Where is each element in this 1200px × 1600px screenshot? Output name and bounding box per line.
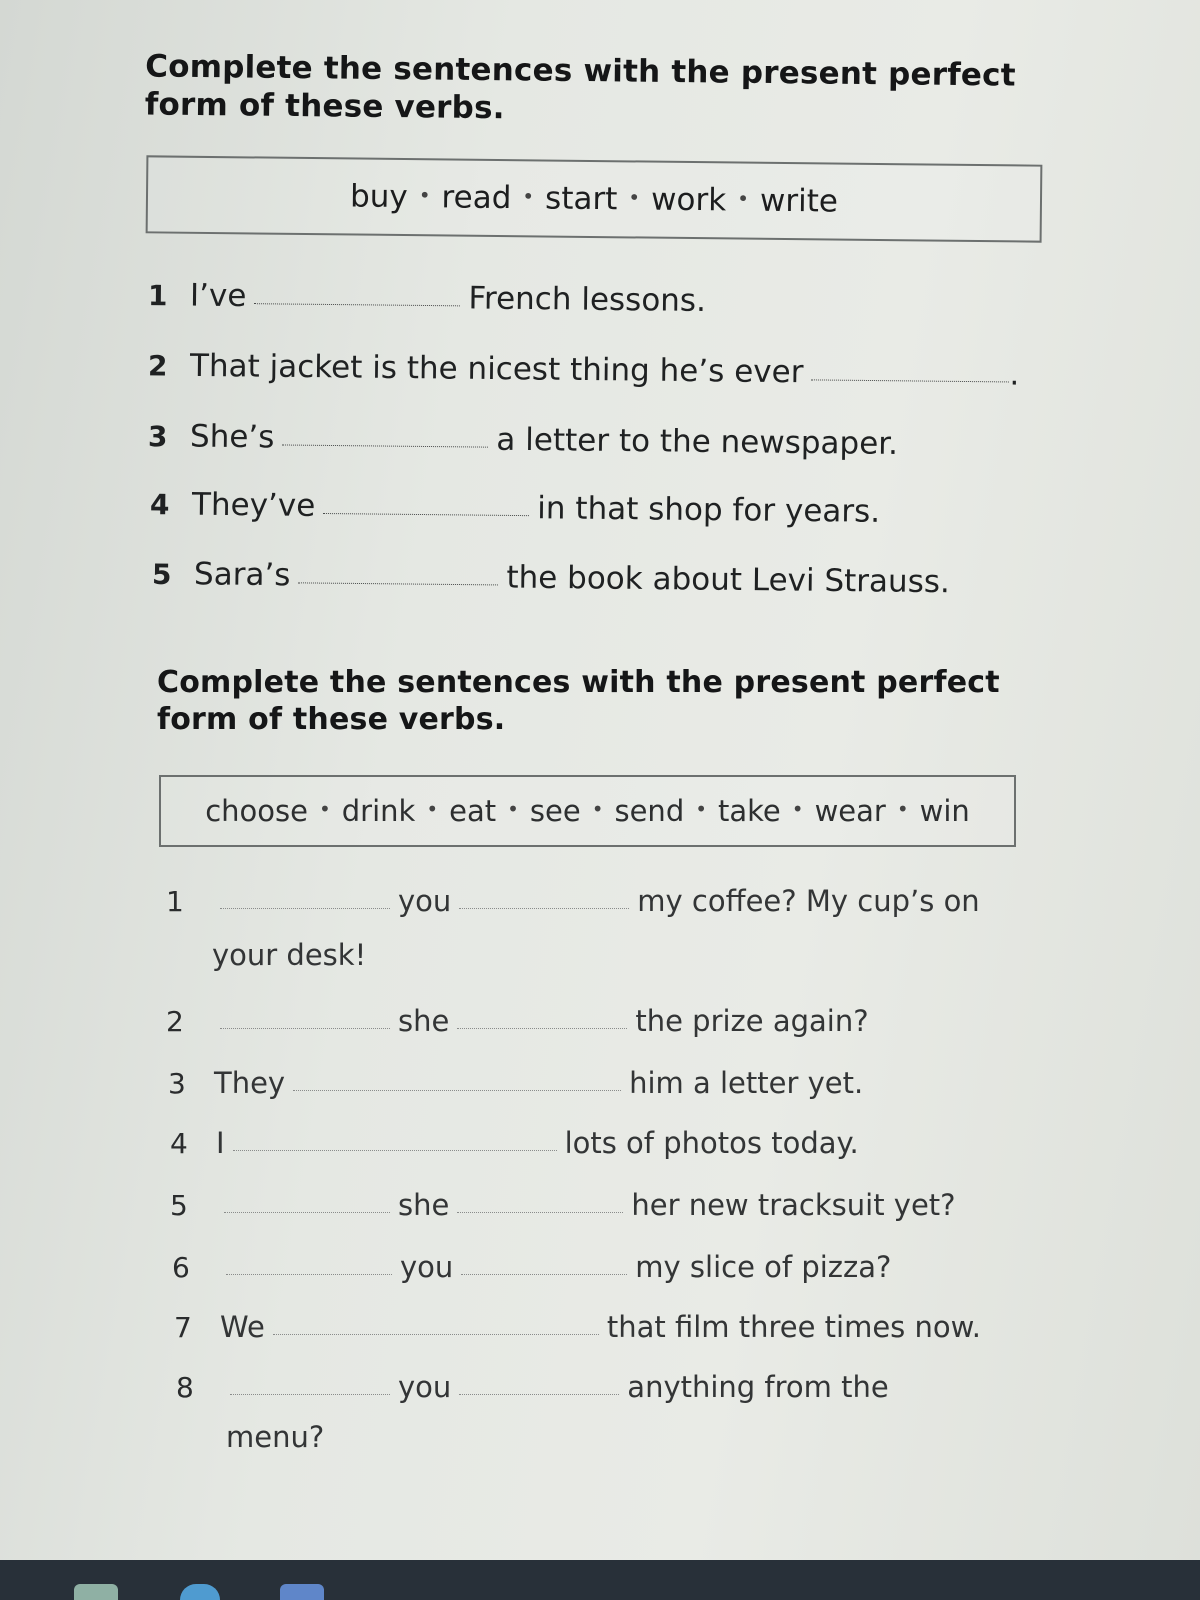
- exercise1-item-3: [148, 418, 898, 462]
- item-text-before: They’ve: [191, 486, 316, 524]
- verb-wear: wear: [814, 794, 886, 828]
- item-text-after: in that shop for years.: [537, 490, 881, 530]
- item-text-after: a letter to the newspaper.: [496, 421, 899, 462]
- item-number: 5: [170, 1189, 188, 1222]
- item-subject: she: [398, 1188, 450, 1222]
- item-subject: you: [398, 884, 452, 918]
- exercise1-heading-line2: form of these verbs.: [144, 86, 505, 127]
- exercise2-item-6: [172, 1250, 891, 1284]
- exercise2-item-3: [168, 1066, 863, 1100]
- item-text-before: We: [220, 1310, 265, 1344]
- item-text-after: him a letter yet.: [629, 1066, 864, 1100]
- item-text-before: That jacket is the nicest thing he’s ever: [189, 347, 804, 391]
- verb-separator: •: [737, 186, 750, 211]
- exercise1-item-2: [148, 347, 1020, 392]
- verb-write: write: [759, 182, 839, 220]
- item-number: 4: [170, 1127, 188, 1160]
- verb-separator: •: [426, 797, 439, 821]
- answer-blank[interactable]: [457, 1211, 623, 1213]
- item-text-after: my slice of pizza?: [635, 1250, 892, 1284]
- exercise2-item-2: [166, 1004, 869, 1038]
- answer-blank[interactable]: [811, 378, 1009, 382]
- item-subject: you: [398, 1370, 452, 1404]
- exercise2-word-box: [159, 775, 1016, 847]
- exercise2-heading-line2: form of these verbs.: [157, 702, 506, 737]
- answer-blank[interactable]: [224, 1211, 390, 1213]
- item-subject: you: [400, 1250, 454, 1284]
- item-text-after: the prize again?: [635, 1004, 869, 1038]
- item-number: 2: [166, 1005, 184, 1038]
- answer-blank[interactable]: [459, 1393, 619, 1395]
- verb-separator: •: [318, 797, 331, 821]
- exercise2-item-7: [174, 1310, 981, 1344]
- exercise2-item-1: [166, 884, 980, 918]
- verb-eat: eat: [449, 794, 497, 828]
- item-number: 1: [166, 885, 184, 918]
- exercise2-item-5: [170, 1188, 956, 1222]
- exercise2-item-8: [176, 1370, 889, 1404]
- answer-blank[interactable]: [230, 1393, 390, 1395]
- verb-see: see: [529, 794, 581, 828]
- answer-blank[interactable]: [459, 907, 629, 909]
- answer-blank[interactable]: [293, 1089, 621, 1091]
- exercise1-item-5: [152, 556, 950, 600]
- item-text-before: She’s: [189, 418, 275, 456]
- item-text-before: I: [216, 1126, 225, 1160]
- item-number: 6: [172, 1251, 190, 1284]
- item-text-after: her new tracksuit yet?: [631, 1188, 956, 1222]
- verb-choose: choose: [205, 794, 308, 828]
- verb-work: work: [650, 181, 727, 219]
- answer-blank[interactable]: [298, 581, 498, 585]
- item-text-before: I’ve: [189, 277, 247, 315]
- answer-blank[interactable]: [220, 1027, 390, 1029]
- answer-blank[interactable]: [226, 1273, 392, 1275]
- answer-blank[interactable]: [254, 302, 460, 306]
- exercise1-word-box: [146, 155, 1043, 242]
- item-number: 8: [176, 1371, 194, 1404]
- verb-buy: buy: [349, 178, 408, 216]
- exercise1-item-4: [150, 486, 880, 530]
- verb-start: start: [544, 180, 618, 218]
- answer-blank[interactable]: [233, 1149, 557, 1151]
- answer-blank[interactable]: [273, 1333, 599, 1335]
- answer-blank[interactable]: [461, 1273, 627, 1275]
- exercise2-item-8-continuation: menu?: [226, 1420, 325, 1454]
- item-number: 1: [147, 279, 168, 313]
- exercise2-item-4: [170, 1126, 859, 1160]
- item-text-after: the book about Levi Strauss.: [506, 559, 951, 601]
- item-text-before: They: [214, 1066, 286, 1100]
- verb-separator: •: [418, 183, 431, 208]
- verb-separator: •: [591, 797, 604, 821]
- verb-separator: •: [522, 184, 535, 209]
- answer-blank[interactable]: [220, 907, 390, 909]
- exercise2-heading: [157, 664, 1000, 738]
- item-text-before: Sara’s: [193, 556, 291, 594]
- item-text-after: .: [1009, 356, 1020, 393]
- verb-separator: •: [507, 797, 519, 821]
- exercise1-heading-line1: Complete the sentences with the present perfect: [145, 48, 1016, 94]
- answer-blank[interactable]: [457, 1027, 627, 1029]
- item-number: 3: [147, 420, 168, 454]
- browser-icon[interactable]: [180, 1584, 220, 1600]
- verb-drink: drink: [341, 794, 416, 828]
- verb-read: read: [441, 179, 512, 217]
- taskbar: [0, 1560, 1200, 1600]
- verb-separator: •: [896, 797, 909, 821]
- answer-blank[interactable]: [323, 512, 529, 516]
- answer-blank[interactable]: [282, 443, 488, 447]
- item-text-after: that film three times now.: [606, 1310, 981, 1344]
- item-number: 7: [174, 1311, 192, 1344]
- verb-take: take: [718, 794, 781, 828]
- item-text-after: French lessons.: [468, 280, 707, 319]
- item-text-after: lots of photos today.: [564, 1126, 859, 1160]
- verb-separator: •: [695, 797, 708, 821]
- item-number: 5: [151, 557, 172, 592]
- item-text-after: my coffee? My cup’s on: [637, 884, 980, 918]
- exercise2-item-1-continuation: your desk!: [212, 938, 367, 972]
- verb-win: win: [919, 794, 970, 828]
- item-number: 3: [168, 1067, 186, 1100]
- exercise1-item-1: [148, 277, 706, 319]
- exercise1-heading: [145, 47, 1016, 132]
- item-text-after: anything from the: [627, 1370, 889, 1404]
- app-icon[interactable]: [74, 1584, 118, 1600]
- exercise2-heading-line1: Complete the sentences with the present perfect: [157, 665, 1000, 700]
- item-number: 2: [147, 349, 168, 383]
- verb-separator: •: [791, 797, 804, 821]
- verb-send: send: [614, 794, 685, 828]
- verb-separator: •: [628, 185, 641, 210]
- item-number: 4: [149, 488, 170, 522]
- item-subject: she: [398, 1004, 450, 1038]
- photos-icon[interactable]: [280, 1584, 324, 1600]
